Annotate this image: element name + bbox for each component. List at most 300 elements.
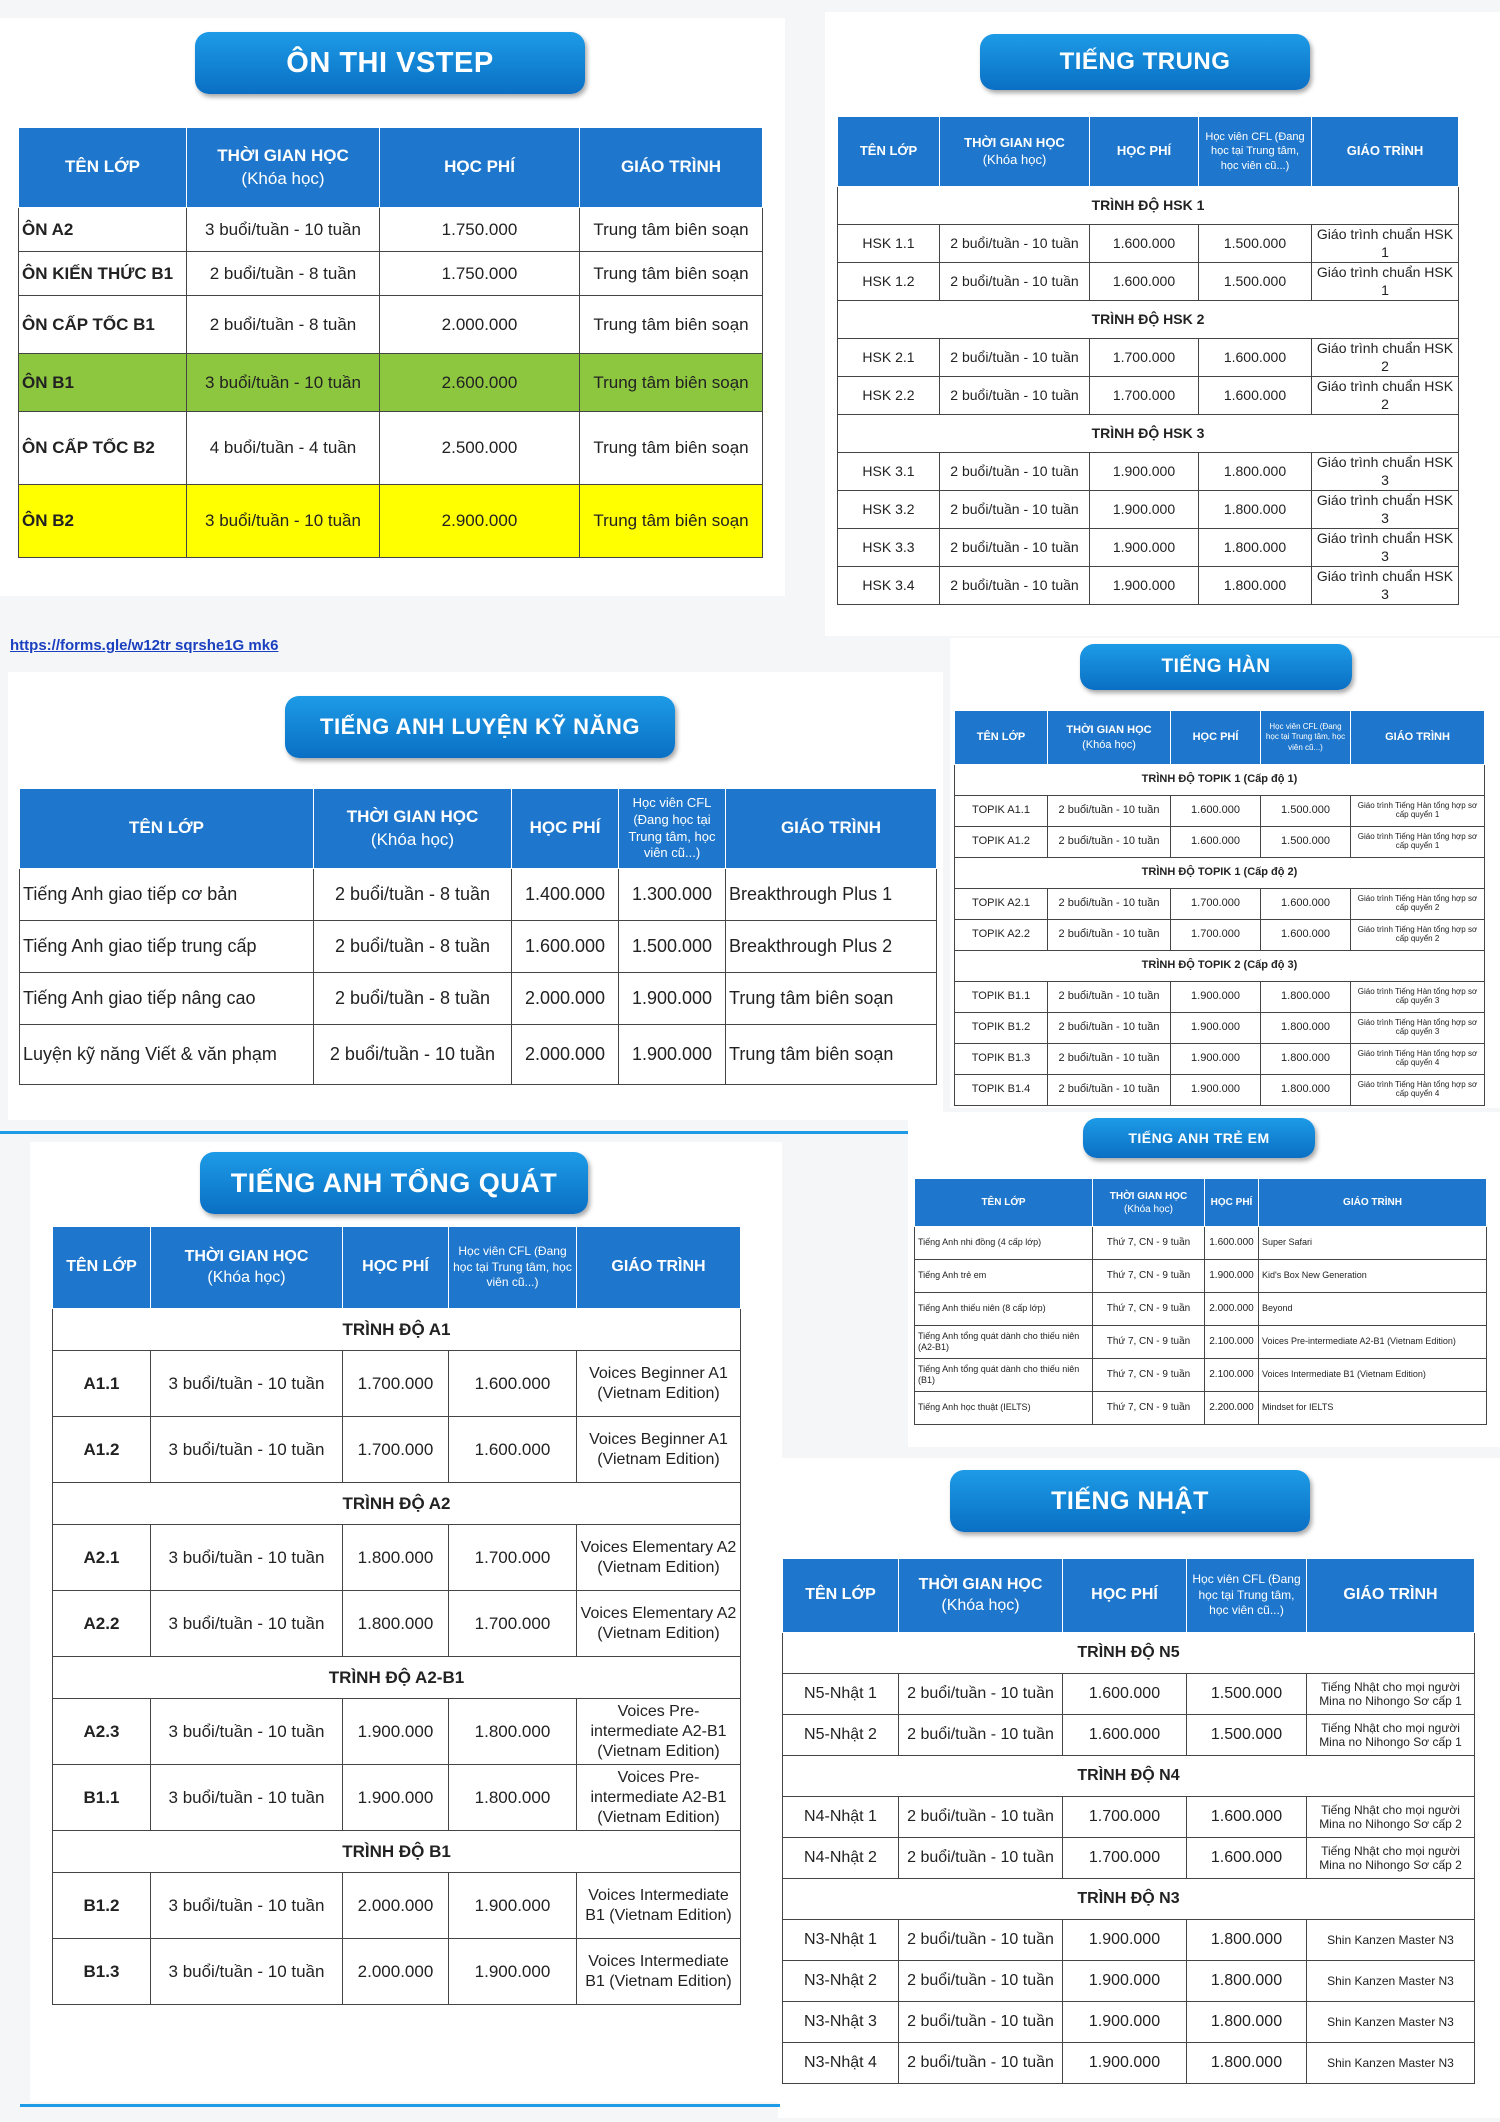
cfl-fee: 1.700.000 [449,1525,577,1591]
cfl-fee: 1.800.000 [1187,1961,1307,2002]
cfl-fee: 1.600.000 [1187,1797,1307,1838]
class-name: ÔN A2 [19,208,187,252]
japanese-table [782,1558,1475,2084]
table-row [20,1025,937,1085]
class-name: TOPIK B1.4 [955,1075,1048,1106]
table-row [955,1075,1485,1106]
level-row [53,1483,741,1525]
cfl-fee: 1.600.000 [449,1417,577,1483]
fee: 1.900.000 [1171,1044,1261,1075]
table-row [955,920,1485,951]
textbook: Shin Kanzen Master N3 [1307,2043,1475,2084]
class-name: Tiếng Anh trẻ em [915,1260,1093,1293]
col-header-class: TÊN LỚP [955,711,1048,765]
cfl-fee: 1.500.000 [1261,796,1351,827]
class-name: N3-Nhật 4 [783,2043,899,2084]
cfl-fee: 1.800.000 [1199,529,1312,567]
table-row [955,1013,1485,1044]
registration-link[interactable]: https://forms.gle/w12tr sqrshe1G mk6 [10,637,279,654]
schedule: 2 buổi/tuần - 10 tuần [940,453,1090,491]
table-row [838,225,1459,263]
schedule: 2 buổi/tuần - 10 tuần [940,263,1090,301]
textbook: Voices Intermediate B1 (Vietnam Edition) [577,1939,741,2005]
fee: 1.600.000 [1090,263,1199,301]
level-row [955,858,1485,889]
vstep-panel [0,18,785,596]
textbook: Trung tâm biên soạn [580,208,763,252]
table-row [915,1260,1487,1293]
col-header-class: TÊN LỚP [838,117,940,187]
general-panel [30,1142,782,2102]
schedule: 2 buổi/tuần - 10 tuần [1048,920,1171,951]
level-heading: TRÌNH ĐỘ N4 [783,1756,1475,1797]
schedule: 2 buổi/tuần - 8 tuần [314,869,512,921]
class-name: B1.2 [53,1873,151,1939]
schedule: 2 buổi/tuần - 10 tuần [940,339,1090,377]
cfl-fee: 1.800.000 [1261,1044,1351,1075]
cfl-fee: 1.500.000 [1261,827,1351,858]
class-name: Tiếng Anh nhi đồng (4 cấp lớp) [915,1227,1093,1260]
table-row [838,567,1459,605]
table-row [838,263,1459,301]
cfl-fee: 1.600.000 [1199,339,1312,377]
schedule: 3 buổi/tuần - 10 tuần [151,1417,343,1483]
schedule: 2 buổi/tuần - 10 tuần [1048,1044,1171,1075]
cfl-fee: 1.900.000 [449,1873,577,1939]
col-header-book: GIÁO TRÌNH [1351,711,1485,765]
class-name: Tiếng Anh giao tiếp trung cấp [20,921,314,973]
chinese-table [837,116,1459,605]
table-row [838,339,1459,377]
schedule: 2 buổi/tuần - 10 tuần [940,567,1090,605]
class-name: TOPIK B1.3 [955,1044,1048,1075]
fee: 1.700.000 [1090,339,1199,377]
col-header-fee: HỌC PHÍ [1205,1179,1259,1227]
cfl-fee: 1.600.000 [449,1351,577,1417]
table-row [19,296,763,354]
col-header-book: GIÁO TRÌNH [580,128,763,208]
cfl-fee: 1.800.000 [1187,1920,1307,1961]
cfl-fee: 1.800.000 [449,1765,577,1831]
col-header-book: GIÁO TRÌNH [726,789,937,869]
textbook: Giáo trình Tiếng Hàn tổng hợp sơ cấp quyển 2 [1351,889,1485,920]
col-header-cfl: Học viên CFL (Đang học tại Trung tâm, học viên cũ...) [1187,1559,1307,1633]
table-row [53,1591,741,1657]
col-header-cfl: Học viên CFL (Đang học tại Trung tâm, học viên cũ...) [449,1227,577,1309]
textbook: Giáo trình Tiếng Hàn tổng hợp sơ cấp quyển 2 [1351,920,1485,951]
class-name: Tiếng Anh giao tiếp nâng cao [20,973,314,1025]
schedule: 2 buổi/tuần - 10 tuần [899,1674,1063,1715]
class-name: Tiếng Anh tổng quát dành cho thiếu niên (B1) [915,1359,1093,1392]
korean-table [954,710,1485,1106]
class-name: Tiếng Anh tổng quát dành cho thiếu niên (A2-B1) [915,1326,1093,1359]
cfl-fee: 1.600.000 [1261,920,1351,951]
schedule: Thứ 7, CN - 9 tuần [1093,1392,1205,1425]
korean-panel [950,638,1500,1108]
fee: 1.700.000 [1063,1838,1187,1879]
textbook: Trung tâm biên soạn [580,296,763,354]
table-row [53,1417,741,1483]
schedule: 2 buổi/tuần - 10 tuần [940,529,1090,567]
textbook: Kid's Box New Generation [1259,1260,1487,1293]
textbook: Giáo trình chuẩn HSK 3 [1312,453,1459,491]
class-name: TOPIK B1.1 [955,982,1048,1013]
textbook: Breakthrough Plus 2 [726,921,937,973]
class-name: ÔN CẤP TỐC B1 [19,296,187,354]
schedule: 2 buổi/tuần - 10 tuần [899,2002,1063,2043]
textbook: Giáo trình chuẩn HSK 2 [1312,377,1459,415]
cfl-fee: 1.800.000 [1187,2043,1307,2084]
col-header-book: GIÁO TRÌNH [577,1227,741,1309]
col-header-time: THỜI GIAN HỌC (Khóa học) [1048,711,1171,765]
cfl-fee: 1.900.000 [619,1025,726,1085]
textbook: Giáo trình Tiếng Hàn tổng hợp sơ cấp quyển 3 [1351,1013,1485,1044]
level-heading: TRÌNH ĐỘ A2-B1 [53,1657,741,1699]
schedule: 3 buổi/tuần - 10 tuần [151,1591,343,1657]
class-name: N5-Nhật 2 [783,1715,899,1756]
class-name: A1.2 [53,1417,151,1483]
textbook: Giáo trình chuẩn HSK 1 [1312,263,1459,301]
table-row [53,1765,741,1831]
textbook: Voices Pre-intermediate A2-B1 (Vietnam Edition) [577,1765,741,1831]
fee: 2.000.000 [343,1873,449,1939]
table-row [783,1797,1475,1838]
cfl-fee: 1.600.000 [1199,377,1312,415]
fee: 1.700.000 [1090,377,1199,415]
class-name: N3-Nhật 1 [783,1920,899,1961]
table-row [783,1920,1475,1961]
class-name: TOPIK A1.1 [955,796,1048,827]
fee: 1.800.000 [343,1525,449,1591]
table-row [838,529,1459,567]
textbook: Tiếng Nhật cho mọi người Mina no Nihongo Sơ cấp 2 [1307,1838,1475,1879]
class-name: ÔN B1 [19,354,187,412]
cfl-fee: 1.800.000 [1261,1075,1351,1106]
schedule: 2 buổi/tuần - 10 tuần [940,225,1090,263]
fee: 2.000.000 [343,1939,449,2005]
fee: 1.600.000 [1063,1715,1187,1756]
schedule: 2 buổi/tuần - 10 tuần [1048,982,1171,1013]
col-header-time: THỜI GIAN HỌC (Khóa học) [899,1559,1063,1633]
schedule: 2 buổi/tuần - 8 tuần [314,973,512,1025]
fee: 1.750.000 [380,252,580,296]
level-heading: TRÌNH ĐỘ N5 [783,1633,1475,1674]
level-row [783,1879,1475,1920]
level-row [955,951,1485,982]
class-name: Tiếng Anh thiếu niên (8 cấp lớp) [915,1293,1093,1326]
class-name: B1.3 [53,1939,151,2005]
schedule: 3 buổi/tuần - 10 tuần [151,1699,343,1765]
textbook: Voices Intermediate B1 (Vietnam Edition) [577,1873,741,1939]
table-row [19,208,763,252]
textbook: Shin Kanzen Master N3 [1307,1920,1475,1961]
schedule: 2 buổi/tuần - 10 tuần [940,377,1090,415]
chinese-title: TIẾNG TRUNG [980,34,1310,90]
fee: 1.600.000 [1171,827,1261,858]
table-row [838,377,1459,415]
fee: 1.900.000 [1063,1961,1187,2002]
class-name: A2.1 [53,1525,151,1591]
fee: 1.900.000 [343,1699,449,1765]
class-name: A2.2 [53,1591,151,1657]
cfl-fee: 1.800.000 [1261,982,1351,1013]
level-heading: TRÌNH ĐỘ N3 [783,1879,1475,1920]
cfl-fee: 1.900.000 [619,973,726,1025]
fee: 1.700.000 [343,1351,449,1417]
class-name: HSK 2.2 [838,377,940,415]
schedule: 3 buổi/tuần - 10 tuần [151,1765,343,1831]
col-header-time: THỜI GIAN HỌC (Khóa học) [187,128,380,208]
table-row [19,412,763,485]
fee: 1.900.000 [1171,982,1261,1013]
class-name: HSK 3.2 [838,491,940,529]
japanese-title: TIẾNG NHẬT [950,1470,1310,1532]
class-name: ÔN B2 [19,485,187,558]
kids-table [914,1178,1487,1425]
cfl-fee: 1.500.000 [1187,1715,1307,1756]
schedule: Thứ 7, CN - 9 tuần [1093,1326,1205,1359]
textbook: Giáo trình chuẩn HSK 1 [1312,225,1459,263]
fee: 1.900.000 [1090,529,1199,567]
fee: 1.900.000 [1090,567,1199,605]
schedule: 2 buổi/tuần - 10 tuần [1048,1013,1171,1044]
fee: 1.900.000 [1171,1075,1261,1106]
table-row [53,1699,741,1765]
schedule: 2 buổi/tuần - 10 tuần [314,1025,512,1085]
level-heading: TRÌNH ĐỘ A1 [53,1309,741,1351]
col-header-time: THỜI GIAN HỌC (Khóa học) [151,1227,343,1309]
col-header-cfl: Học viên CFL (Đang học tại Trung tâm, học viên cũ...) [1199,117,1312,187]
fee: 1.900.000 [343,1765,449,1831]
cfl-fee: 1.900.000 [449,1939,577,2005]
fee: 2.000.000 [1205,1293,1259,1326]
textbook: Voices Elementary A2 (Vietnam Edition) [577,1525,741,1591]
class-name: HSK 3.3 [838,529,940,567]
fee: 2.500.000 [380,412,580,485]
col-header-fee: HỌC PHÍ [1171,711,1261,765]
schedule: Thứ 7, CN - 9 tuần [1093,1293,1205,1326]
schedule: 2 buổi/tuần - 10 tuần [1048,827,1171,858]
table-row [838,453,1459,491]
schedule: 2 buổi/tuần - 10 tuần [1048,1075,1171,1106]
level-row [53,1657,741,1699]
table-row [20,973,937,1025]
class-name: N4-Nhật 1 [783,1797,899,1838]
col-header-class: TÊN LỚP [783,1559,899,1633]
skills-table [19,788,937,1085]
kids-title: TIẾNG ANH TRẺ EM [1083,1118,1315,1158]
table-row [915,1359,1487,1392]
general-table [52,1226,741,2005]
table-row [19,354,763,412]
schedule: 3 buổi/tuần - 10 tuần [187,354,380,412]
level-heading: TRÌNH ĐỘ HSK 1 [838,187,1459,225]
fee: 2.000.000 [512,1025,619,1085]
divider-line-bottom [20,2104,780,2107]
table-row [915,1392,1487,1425]
table-row [783,1715,1475,1756]
textbook: Giáo trình Tiếng Hàn tổng hợp sơ cấp quyển 4 [1351,1075,1485,1106]
class-name: Luyện kỹ năng Viết & văn phạm [20,1025,314,1085]
fee: 1.700.000 [1171,920,1261,951]
textbook: Shin Kanzen Master N3 [1307,1961,1475,2002]
fee: 2.000.000 [380,296,580,354]
schedule: 3 buổi/tuần - 10 tuần [187,485,380,558]
level-row [838,415,1459,453]
col-header-class: TÊN LỚP [915,1179,1093,1227]
textbook: Giáo trình chuẩn HSK 3 [1312,529,1459,567]
schedule: 2 buổi/tuần - 8 tuần [187,296,380,354]
class-name: TOPIK A1.2 [955,827,1048,858]
schedule: 3 buổi/tuần - 10 tuần [151,1873,343,1939]
table-row [53,1351,741,1417]
col-header-cfl: Học viên CFL (Đang học tại Trung tâm, học viên cũ...) [619,789,726,869]
schedule: Thứ 7, CN - 9 tuần [1093,1260,1205,1293]
col-header-class: TÊN LỚP [20,789,314,869]
schedule: 3 buổi/tuần - 10 tuần [187,208,380,252]
table-row [53,1873,741,1939]
textbook: Giáo trình chuẩn HSK 3 [1312,567,1459,605]
schedule: 2 buổi/tuần - 10 tuần [899,2043,1063,2084]
level-row [783,1633,1475,1674]
divider-line [0,1131,950,1134]
textbook: Trung tâm biên soạn [726,973,937,1025]
col-header-book: GIÁO TRÌNH [1307,1559,1475,1633]
table-row [955,827,1485,858]
fee: 1.700.000 [1171,889,1261,920]
table-row [915,1227,1487,1260]
cfl-fee: 1.300.000 [619,869,726,921]
schedule: 2 buổi/tuần - 10 tuần [1048,889,1171,920]
col-header-class: TÊN LỚP [53,1227,151,1309]
schedule: Thứ 7, CN - 9 tuần [1093,1359,1205,1392]
cfl-fee: 1.500.000 [619,921,726,973]
textbook: Trung tâm biên soạn [580,485,763,558]
col-header-time: THỜI GIAN HỌC (Khóa học) [940,117,1090,187]
class-name: N3-Nhật 3 [783,2002,899,2043]
level-row [53,1309,741,1351]
textbook: Trung tâm biên soạn [580,412,763,485]
cfl-fee: 1.800.000 [449,1699,577,1765]
cfl-fee: 1.800.000 [1261,1013,1351,1044]
schedule: 2 buổi/tuần - 10 tuần [899,1961,1063,2002]
textbook: Tiếng Nhật cho mọi người Mina no Nihongo Sơ cấp 2 [1307,1797,1475,1838]
table-row [915,1293,1487,1326]
table-row [783,2043,1475,2084]
fee: 1.900.000 [1063,2043,1187,2084]
level-heading: TRÌNH ĐỘ TOPIK 2 (Cấp độ 3) [955,951,1485,982]
level-row [53,1831,741,1873]
level-row [838,187,1459,225]
skills-panel [8,672,943,1120]
cfl-fee: 1.700.000 [449,1591,577,1657]
table-row [783,2002,1475,2043]
schedule: 3 buổi/tuần - 10 tuần [151,1939,343,2005]
fee: 2.100.000 [1205,1359,1259,1392]
table-row [53,1939,741,2005]
col-header-fee: HỌC PHÍ [1090,117,1199,187]
textbook: Tiếng Nhật cho mọi người Mina no Nihongo Sơ cấp 1 [1307,1715,1475,1756]
skills-title: TIẾNG ANH LUYỆN KỸ NĂNG [285,696,675,758]
textbook: Mindset for IELTS [1259,1392,1487,1425]
textbook: Voices Elementary A2 (Vietnam Edition) [577,1591,741,1657]
fee: 1.400.000 [512,869,619,921]
japanese-panel [778,1458,1500,2118]
class-name: N5-Nhật 1 [783,1674,899,1715]
fee: 1.600.000 [1205,1227,1259,1260]
fee: 1.900.000 [1171,1013,1261,1044]
korean-title: TIẾNG HÀN [1080,644,1352,690]
level-row [838,301,1459,339]
cfl-fee: 1.600.000 [1261,889,1351,920]
class-name: TOPIK A2.1 [955,889,1048,920]
level-heading: TRÌNH ĐỘ B1 [53,1831,741,1873]
col-header-class: TÊN LỚP [19,128,187,208]
class-name: HSK 3.1 [838,453,940,491]
table-row [783,1674,1475,1715]
col-header-fee: HỌC PHÍ [343,1227,449,1309]
level-heading: TRÌNH ĐỘ TOPIK 1 (Cấp độ 1) [955,765,1485,796]
fee: 2.900.000 [380,485,580,558]
fee: 1.600.000 [1063,1674,1187,1715]
schedule: 2 buổi/tuần - 10 tuần [940,491,1090,529]
vstep-title: ÔN THI VSTEP [195,32,585,94]
fee: 2.200.000 [1205,1392,1259,1425]
fee: 1.700.000 [343,1417,449,1483]
textbook: Tiếng Nhật cho mọi người Mina no Nihongo Sơ cấp 1 [1307,1674,1475,1715]
schedule: 2 buổi/tuần - 8 tuần [187,252,380,296]
class-name: HSK 2.1 [838,339,940,377]
col-header-fee: HỌC PHÍ [380,128,580,208]
class-name: TOPIK A2.2 [955,920,1048,951]
textbook: Giáo trình chuẩn HSK 3 [1312,491,1459,529]
schedule: 2 buổi/tuần - 10 tuần [899,1715,1063,1756]
level-heading: TRÌNH ĐỘ HSK 3 [838,415,1459,453]
textbook: Giáo trình Tiếng Hàn tổng hợp sơ cấp quyển 4 [1351,1044,1485,1075]
table-row [20,869,937,921]
fee: 1.900.000 [1063,1920,1187,1961]
table-row [53,1525,741,1591]
table-row [955,982,1485,1013]
class-name: B1.1 [53,1765,151,1831]
table-row [19,252,763,296]
table-row [20,921,937,973]
textbook: Voices Beginner A1 (Vietnam Edition) [577,1351,741,1417]
class-name: HSK 3.4 [838,567,940,605]
textbook: Breakthrough Plus 1 [726,869,937,921]
fee: 1.700.000 [1063,1797,1187,1838]
schedule: 2 buổi/tuần - 10 tuần [899,1797,1063,1838]
textbook: Super Safari [1259,1227,1487,1260]
schedule: 4 buổi/tuần - 4 tuần [187,412,380,485]
fee: 2.000.000 [512,973,619,1025]
level-row [955,765,1485,796]
fee: 1.750.000 [380,208,580,252]
textbook: Giáo trình chuẩn HSK 2 [1312,339,1459,377]
schedule: 2 buổi/tuần - 10 tuần [899,1838,1063,1879]
level-heading: TRÌNH ĐỘ A2 [53,1483,741,1525]
fee: 1.800.000 [343,1591,449,1657]
level-row [783,1756,1475,1797]
cfl-fee: 1.500.000 [1199,225,1312,263]
cfl-fee: 1.500.000 [1199,263,1312,301]
col-header-fee: HỌC PHÍ [1063,1559,1187,1633]
textbook: Voices Pre-intermediate A2-B1 (Vietnam Edition) [1259,1326,1487,1359]
table-row [783,1838,1475,1879]
col-header-time: THỜI GIAN HỌC (Khóa học) [314,789,512,869]
level-heading: TRÌNH ĐỘ HSK 2 [838,301,1459,339]
col-header-cfl: Học viên CFL (Đang học tại Trung tâm, học viên cũ...) [1261,711,1351,765]
